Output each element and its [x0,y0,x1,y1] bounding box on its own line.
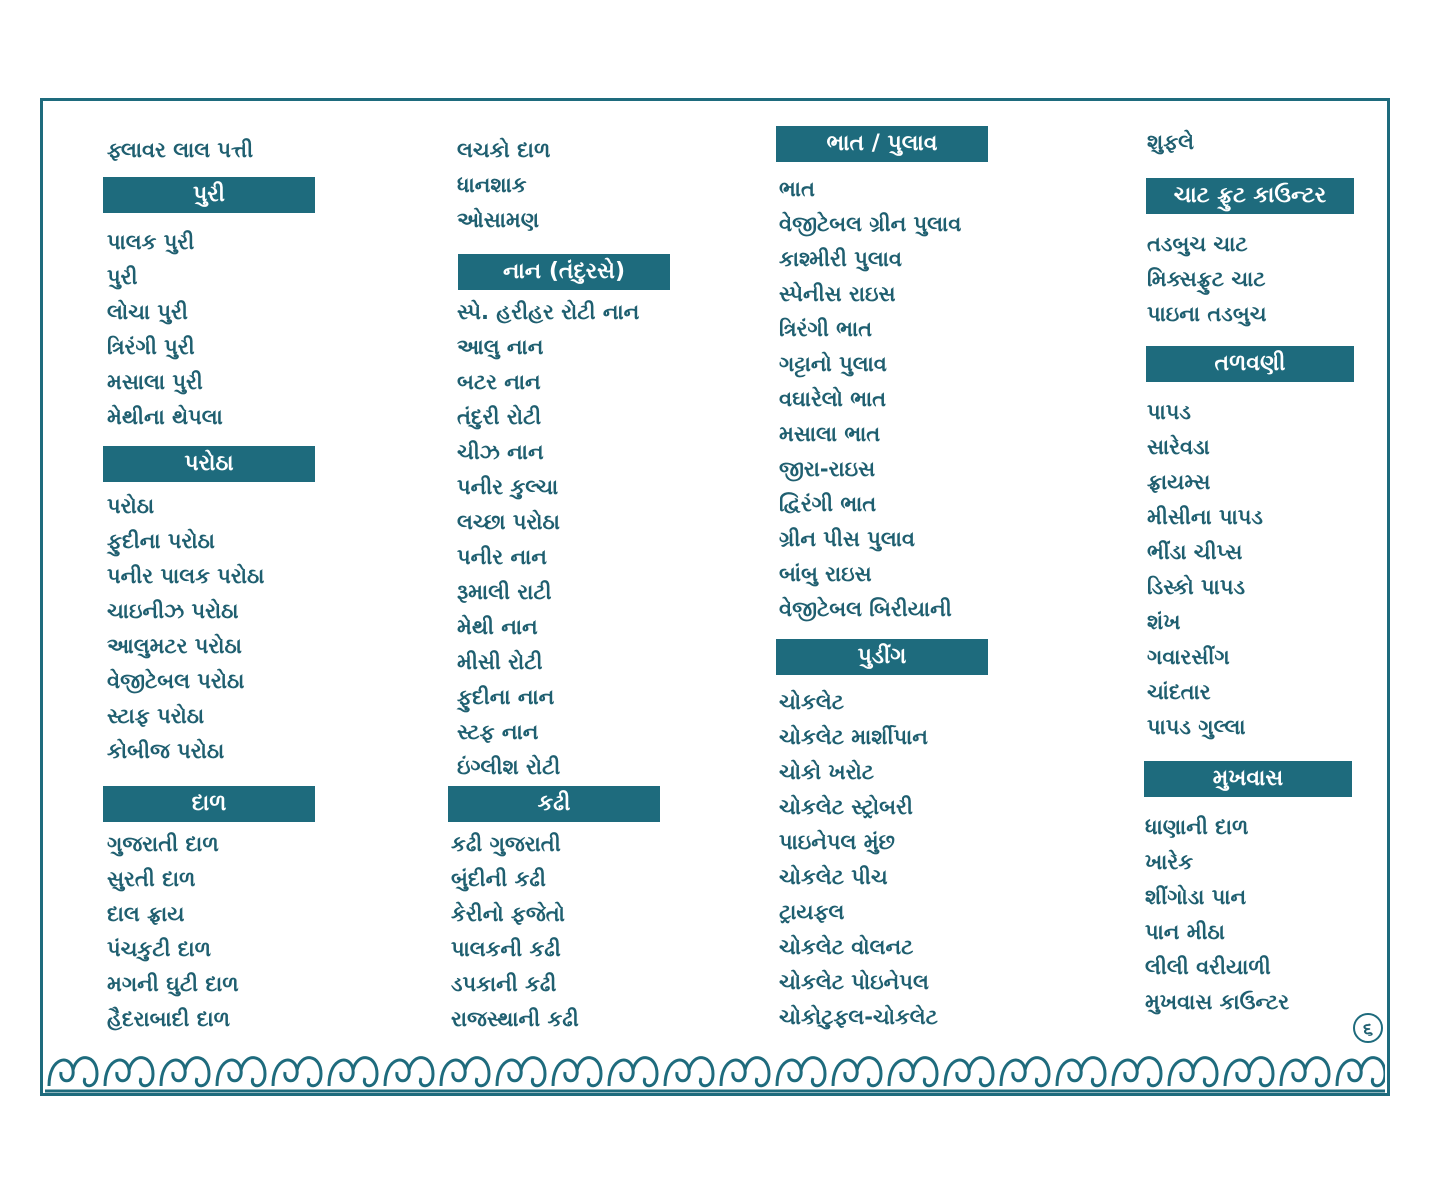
menu-item: પનીર પાલક પરોઠા [107,564,265,588]
menu-item: મગની ઘુટી દાળ [107,972,239,996]
menu-item: ચોકલેટ [779,690,844,714]
border-scroll [161,1058,209,1086]
section-heading-dal: દાળ [103,786,315,822]
border-scroll [1113,1058,1161,1086]
menu-item: રૂમાલી રાટી [457,580,552,604]
menu-item: મેથીના થેપલા [107,405,223,429]
menu-page-frame [40,98,1390,1096]
menu-item: કાશ્મીરી પુલાવ [779,247,902,271]
menu-item: ચીઝ નાન [457,440,544,464]
menu-item: દાલ ફ્રાય [107,902,185,926]
menu-item: ભાત [779,177,815,201]
menu-item: કઢી ગુજરાતી [451,832,561,856]
border-scroll [441,1058,489,1086]
menu-item: સ્પે. હરીહર રોટી નાન [457,300,640,324]
menu-item: ડપકાની કઢી [451,972,557,996]
menu-item: ત્રિરંગી ભાત [779,317,873,341]
border-scroll [1001,1058,1049,1086]
menu-item: દ્વિરંગી ભાત [779,492,877,516]
menu-item: ગવારસીંગ [1147,645,1230,669]
menu-item: કેરીનો ફજેતો [451,902,565,926]
border-scroll [665,1058,713,1086]
section-heading-puri: પુરી [103,177,315,213]
menu-item: સારેવડા [1147,435,1210,459]
menu-item: ધાણાની દાળ [1145,815,1249,839]
menu-item: સ્પેનીસ રાઇસ [779,282,896,306]
menu-item: ગુજરાતી દાળ [107,832,219,856]
border-scroll [889,1058,937,1086]
menu-item: ચોકલેટ પીચ [779,865,888,889]
menu-item: મિક્સફ્રુટ ચાટ [1147,267,1266,291]
menu-item: ફુદીના પરોઠા [107,529,215,553]
menu-item: લચકો દાળ [457,138,551,162]
border-scroll [217,1058,265,1086]
menu-item: સુરતી દાળ [107,867,196,891]
section-heading-paratha: પરોઠા [103,446,315,482]
border-scroll [497,1058,545,1086]
menu-item: પનીર કુલ્ચા [457,475,559,499]
menu-item: હૈદરાબાદી દાળ [107,1007,230,1031]
menu-item: ધાનશાક [457,173,527,197]
menu-item: લોચા પુરી [107,300,188,324]
menu-item: પુરી [107,265,138,289]
border-scroll [329,1058,377,1086]
menu-item: ચોકલેટ પોઇનેપલ [779,970,929,994]
menu-item: ડિસ્કો પાપડ [1147,575,1245,599]
menu-item: તડબુચ ચાટ [1147,232,1248,256]
menu-item: આલુમટર પરોઠા [107,634,242,658]
menu-item: ત્રિરંગી પુરી [107,335,195,359]
section-heading-pudding: પુડીંગ [776,639,988,675]
menu-item: પાપડ ગુલ્લા [1147,715,1246,739]
menu-item: બાંબુ રાઇસ [779,562,872,586]
section-heading-kadhi: કઢી [448,786,660,822]
border-scroll [833,1058,881,1086]
menu-item: ઓસામણ [457,208,540,232]
menu-item: મીસીના પાપડ [1147,505,1263,529]
border-scroll [105,1058,153,1086]
section-heading-chaat: ચાટ ફ્રુટ કાઉન્ટર [1146,178,1354,214]
menu-item: સ્ટાફ પરોઠા [107,704,205,728]
menu-item: ગ્રીન પીસ પુલાવ [779,527,915,551]
menu-item: પાપડ [1147,400,1191,424]
menu-item: ફ્લાવર લાલ પત્તી [107,138,254,162]
menu-item: ટ્રાયફલ [779,900,845,924]
border-scroll [721,1058,769,1086]
border-scroll [273,1058,321,1086]
menu-item: લીલી વરીયાળી [1145,955,1271,979]
menu-item: રાજસ્થાની કઢી [451,1007,579,1031]
menu-item: કોબીજ પરોઠા [107,739,225,763]
menu-item: જીરા-રાઇસ [779,457,876,481]
menu-item: પરોઠા [107,494,155,518]
section-heading-naan: નાન (તંદુરસે) [458,254,670,290]
menu-item: ચોકલેટ વોલનટ [779,935,914,959]
menu-item: વઘારેલો ભાત [779,387,887,411]
menu-item: આલુ નાન [457,335,544,359]
border-scroll [945,1058,993,1086]
menu-item: શુફલે [1147,130,1195,154]
menu-item: શીંગોડા પાન [1145,885,1247,909]
border-scroll [49,1058,97,1086]
menu-item: ફુદીના નાન [457,685,555,709]
border-scroll [1169,1058,1217,1086]
menu-item: પાન મીઠા [1145,920,1225,944]
menu-item: વેજીટેબલ બિરીયાની [779,597,952,621]
menu-item: ચાંદતાર [1147,680,1211,704]
menu-item: મુખવાસ કાઉન્ટર [1145,990,1290,1014]
menu-item: વેજીટેબલ ગ્રીન પુલાવ [779,212,962,236]
menu-item: સ્ટફ નાન [457,720,539,744]
menu-item: લચ્છા પરોઠા [457,510,560,534]
menu-item: ચોકલેટ માર્શીપાન [779,725,928,749]
menu-item: ઇંગ્લીશ રોટી [457,755,561,779]
menu-item: ચોકો ખરોટ [779,760,875,784]
menu-item: ચોકોટુફલ-ચોકલેટ [779,1005,938,1029]
decorative-border [45,1046,1385,1094]
border-scroll [1057,1058,1105,1086]
border-scroll [553,1058,601,1086]
menu-item: મસાલા પુરી [107,370,203,394]
menu-item: પાલક પુરી [107,230,195,254]
menu-item: ખારેક [1145,850,1194,874]
page-number: ૬ [1353,1013,1383,1043]
menu-item: મેથી નાન [457,615,538,639]
menu-item: પનીર નાન [457,545,547,569]
menu-item: મીસી રોટી [457,650,543,674]
border-scroll [777,1058,825,1086]
menu-item: ભીંડા ચીપ્સ [1147,540,1243,564]
border-scroll [385,1058,433,1086]
menu-item: ગટ્ટાનો પુલાવ [779,352,887,376]
menu-item: ફ્રાયમ્સ [1147,470,1211,494]
border-scroll [1281,1058,1329,1086]
menu-item: પાઇના તડબુચ [1147,302,1267,326]
menu-item: પંચકુટી દાળ [107,937,212,961]
section-heading-rice: ભાત / પુલાવ [776,126,988,162]
menu-item: પાલકની કઢી [451,937,561,961]
menu-item: ચાઇનીઝ પરોઠા [107,599,239,623]
menu-item: ચોકલેટ સ્ટ્રોબરી [779,795,913,819]
border-scroll [1225,1058,1273,1086]
menu-item: વેજીટેબલ પરોઠા [107,669,245,693]
section-heading-mukhwas: મુખવાસ [1144,761,1352,797]
menu-item: તંદુરી રોટી [457,405,542,429]
menu-item: બુંદીની કઢી [451,867,546,891]
border-scroll [1337,1058,1385,1086]
menu-item: શંખ [1147,610,1181,634]
menu-item: પાઇનેપલ મુંછ [779,830,895,854]
menu-item: મસાલા ભાત [779,422,881,446]
menu-item: બટર નાન [457,370,541,394]
border-scroll [609,1058,657,1086]
section-heading-fried: તળવણી [1146,346,1354,382]
